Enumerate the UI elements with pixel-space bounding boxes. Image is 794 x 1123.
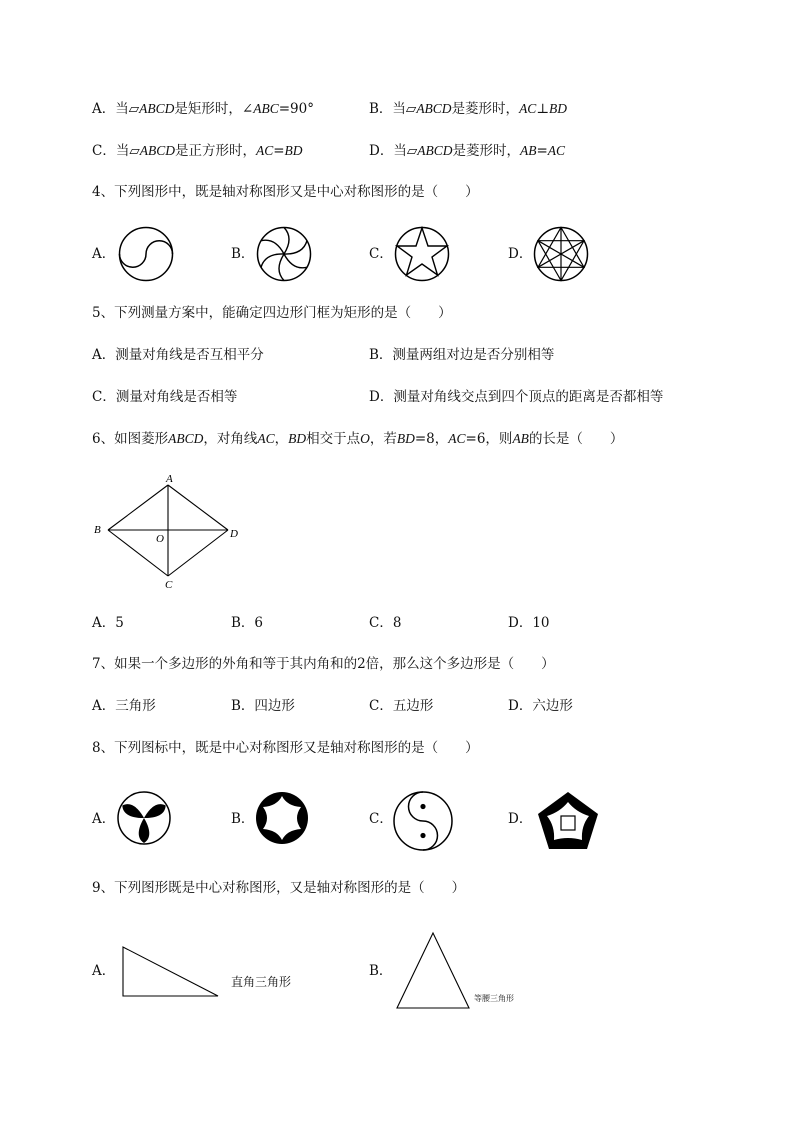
q8-option-c-label[interactable]: C． [369, 811, 393, 827]
hexagram-flower-icon[interactable] [533, 226, 589, 282]
q3-option-d[interactable] [369, 142, 565, 160]
q8-option-d-label[interactable]: D． [508, 811, 533, 827]
curved-hexagram-icon[interactable] [254, 790, 310, 846]
q-text: 相交于点 [306, 431, 361, 447]
equals-symbol: = [536, 143, 548, 159]
option-prefix: C．当▱ [92, 143, 140, 159]
option-text: 是矩形时，∠ [174, 101, 254, 117]
var-abc: ABC [253, 101, 279, 116]
vertex-a-label: A [166, 473, 173, 485]
q-text: ， [274, 431, 289, 447]
var-ac: AC [257, 431, 275, 446]
q4-option-c-label[interactable]: C． [369, 246, 393, 262]
q5-question: 5、下列测量方案中，能确定四边形门框为矩形的是（ ） [92, 305, 452, 321]
q8-question: 8、下列图标中，既是中心对称图形又是轴对称图形的是（ ） [92, 740, 479, 756]
q-text: 6、如图菱形 [92, 431, 169, 447]
var-abcd: ABCD [139, 143, 175, 158]
var-ab: AB [519, 143, 537, 158]
var-bd: BD [288, 431, 307, 446]
q6-option-a[interactable]: A．5 [92, 615, 124, 631]
vertex-d-label: D [230, 528, 238, 540]
star-in-circle-icon[interactable] [394, 226, 450, 282]
q4-option-b-label[interactable]: B． [231, 246, 255, 262]
q3-option-b[interactable] [369, 100, 567, 118]
q9-question: 9、下列图形既是中心对称图形，又是轴对称图形的是（ ） [92, 880, 466, 896]
vertex-b-label: B [94, 524, 101, 536]
q7-option-b[interactable]: B．四边形 [231, 698, 295, 714]
var-bd: BD [284, 143, 303, 158]
q3-option-c[interactable] [92, 142, 303, 160]
q3-option-a[interactable] [92, 100, 314, 118]
q-text: =6，则 [465, 431, 513, 447]
option-text: 是菱形时， [451, 101, 520, 117]
right-triangle-caption: 直角三角形 [231, 975, 292, 989]
isosceles-triangle-icon[interactable] [393, 928, 473, 1012]
q-text: ，对角线 [203, 431, 258, 447]
var-ac: AC [255, 143, 274, 158]
rhombus-figure [90, 470, 250, 595]
var-abcd: ABCD [168, 431, 204, 446]
var-o: O [360, 431, 370, 446]
yin-yang-outline-icon[interactable] [118, 226, 174, 282]
q5-option-a[interactable]: A．测量对角线是否互相平分 [92, 347, 264, 363]
q9-option-a-label[interactable]: A． [92, 963, 116, 979]
var-abcd: ABCD [139, 101, 175, 116]
q6-option-b[interactable]: B．6 [231, 615, 264, 631]
pentagon-square-icon[interactable] [536, 790, 600, 852]
var-abcd: ABCD [416, 101, 452, 116]
var-bd: BD [549, 101, 568, 116]
q9-option-b-label[interactable]: B． [369, 963, 393, 979]
q-text: =8， [414, 431, 449, 447]
q7-option-c[interactable]: C．五边形 [369, 698, 434, 714]
right-triangle-icon[interactable] [118, 942, 224, 1002]
q5-option-d[interactable]: D．测量对角线交点到四个顶点的距离是否都相等 [369, 389, 664, 405]
var-ac: AC [519, 101, 537, 116]
q5-option-c[interactable]: C．测量对角线是否相等 [92, 389, 238, 405]
option-prefix: B．当▱ [369, 101, 417, 117]
option-prefix: A．当▱ [92, 101, 140, 117]
var-ab: AB [512, 431, 529, 446]
option-prefix: D．当▱ [369, 143, 418, 159]
option-text: 是菱形时， [452, 143, 520, 159]
q7-option-a[interactable]: A．三角形 [92, 698, 156, 714]
q7-question: 7、如果一个多边形的外角和等于其内角和的2倍，那么这个多边形是（ ） [92, 656, 555, 672]
q4-question: 4、下列图形中，既是轴对称图形又是中心对称图形的是（ ） [92, 184, 479, 200]
taiji-icon[interactable] [392, 790, 454, 852]
q7-option-d[interactable]: D．六边形 [508, 698, 573, 714]
var-ac: AC [547, 143, 566, 158]
option-text: 是正方形时， [174, 143, 256, 159]
var-abcd: ABCD [417, 143, 453, 158]
q6-option-d[interactable]: D．10 [508, 615, 550, 631]
q4-option-d-label[interactable]: D． [508, 246, 533, 262]
q-text: 的长是（ ） [528, 431, 624, 447]
q-text: ，若 [369, 431, 397, 447]
three-petal-circle-icon[interactable] [116, 790, 172, 846]
option-text: =90° [278, 101, 314, 117]
q8-option-b-label[interactable]: B． [231, 811, 255, 827]
vertex-c-label: C [165, 579, 173, 591]
equals-symbol: = [273, 143, 285, 159]
swirl-circle-icon[interactable] [256, 226, 312, 282]
isosceles-triangle-caption: 等腰三角形 [474, 994, 514, 1003]
var-ac: AC [448, 431, 466, 446]
var-bd: BD [396, 431, 415, 446]
q6-question [92, 430, 623, 448]
q5-option-b[interactable]: B．测量两组对边是否分别相等 [369, 347, 555, 363]
center-o-label: O [156, 533, 164, 545]
perp-symbol: ⊥ [536, 101, 550, 117]
q8-option-a-label[interactable]: A． [92, 811, 116, 827]
q4-option-a-label[interactable]: A． [92, 246, 116, 262]
q6-option-c[interactable]: C．8 [369, 615, 402, 631]
